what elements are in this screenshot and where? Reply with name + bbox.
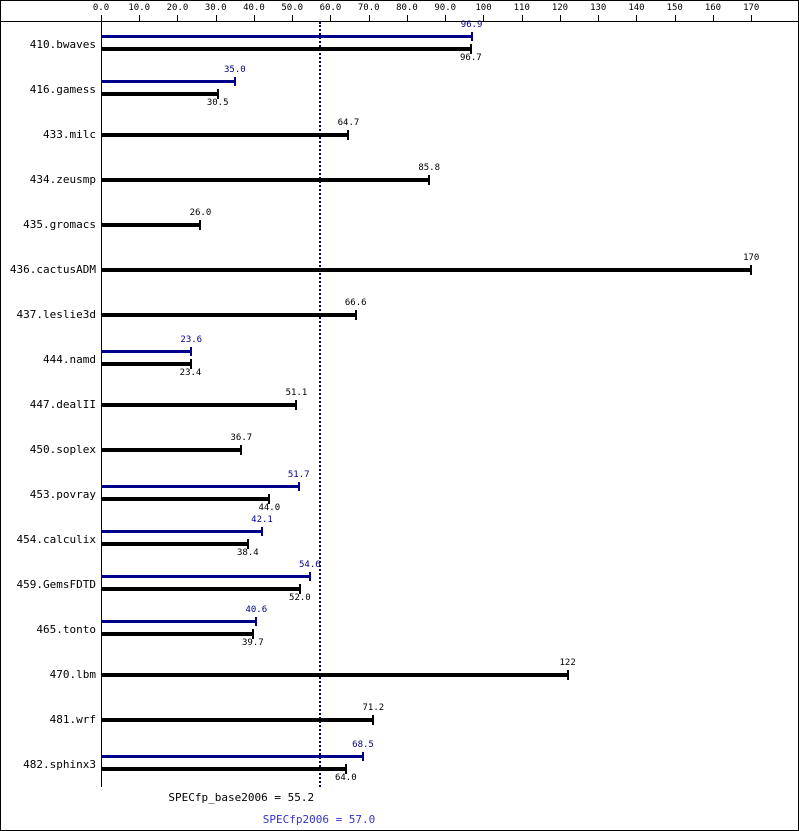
peak-bar	[101, 485, 299, 488]
peak-bar-cap	[309, 572, 311, 581]
x-axis-tick-label: 90.0	[434, 3, 457, 13]
base-value-label: 170	[743, 252, 760, 263]
benchmark-label: 447.dealII	[29, 397, 96, 411]
benchmark-label: 465.tonto	[36, 622, 96, 636]
chart-row	[1, 427, 799, 472]
chart-row	[1, 604, 799, 652]
peak-bar	[101, 350, 191, 353]
chart-row	[1, 652, 799, 697]
benchmark-label: 435.gromacs	[23, 217, 96, 231]
x-axis-tick-label: 100	[475, 3, 492, 13]
peak-value-label: 51.7	[287, 469, 310, 480]
benchmark-label: 436.cactusADM	[9, 262, 96, 276]
chart-row	[1, 697, 799, 742]
benchmark-label: 410.bwaves	[29, 37, 96, 51]
base-bar	[101, 362, 191, 366]
base-value-label: 30.5	[206, 97, 229, 108]
base-bar	[101, 313, 356, 317]
base-value-label: 39.7	[242, 637, 264, 648]
benchmark-label: 482.sphinx3	[23, 757, 96, 771]
benchmark-label: 453.povray	[29, 487, 96, 501]
base-value-label: 38.4	[237, 547, 259, 558]
base-value-label: 85.8	[418, 162, 441, 173]
peak-bar-cap	[362, 752, 364, 761]
peak-bar	[101, 35, 472, 38]
base-bar	[101, 47, 471, 51]
benchmark-label: 454.calculix	[16, 532, 96, 546]
chart-row	[1, 112, 799, 157]
base-value-label: 64.0	[334, 772, 357, 783]
x-axis-tick-label: 40.0	[243, 3, 265, 13]
chart-row	[1, 202, 799, 247]
x-axis-tick-label: 130	[590, 3, 607, 13]
peak-bar-cap	[298, 482, 300, 491]
base-bar	[101, 542, 248, 546]
chart-row	[1, 334, 799, 382]
x-axis-tick-label: 10.0	[128, 3, 151, 13]
x-axis-tick-label: 50.0	[281, 3, 304, 13]
base-bar-cap	[240, 445, 242, 455]
base-value-label: 64.7	[337, 117, 360, 128]
base-bar	[101, 673, 568, 677]
peak-bar	[101, 755, 363, 758]
base-bar	[101, 718, 373, 722]
base-bar	[101, 268, 751, 272]
chart-row	[1, 469, 799, 517]
base-bar	[101, 497, 269, 501]
benchmark-label: 416.gamess	[29, 82, 96, 96]
base-value-label: 96.7	[460, 52, 482, 63]
base-value-label: 66.6	[344, 297, 367, 308]
x-axis-tick-label: 80.0	[396, 3, 418, 13]
base-bar	[101, 133, 348, 137]
chart-footer	[1, 787, 799, 831]
base-value-label: 36.7	[230, 432, 253, 443]
peak-value-label: 96.9	[460, 19, 483, 30]
benchmark-label: 433.milc	[43, 127, 96, 141]
peak-bar-cap	[234, 77, 236, 86]
chart-row	[1, 292, 799, 337]
peak-bar-cap	[190, 347, 192, 356]
peak-summary-label: SPECfp2006 = 57.0	[262, 813, 376, 826]
base-value-label: 71.2	[362, 702, 385, 713]
x-axis-tick-label: 120	[551, 3, 569, 13]
x-axis-tick-label: 170	[743, 3, 760, 13]
base-bar	[101, 632, 253, 636]
base-bar-cap	[428, 175, 430, 185]
base-bar-cap	[199, 220, 201, 230]
peak-value-label: 40.6	[245, 604, 268, 615]
base-bar-cap	[347, 130, 349, 140]
peak-bar	[101, 80, 235, 83]
chart-row	[1, 514, 799, 562]
peak-value-label: 23.6	[180, 334, 203, 345]
chart-row	[1, 157, 799, 202]
base-bar-cap	[567, 670, 569, 680]
benchmark-label: 450.soplex	[29, 442, 96, 456]
peak-bar-cap	[255, 617, 257, 626]
benchmark-label: 470.lbm	[49, 667, 96, 681]
x-axis-tick-label: 70.0	[357, 3, 380, 13]
plot-area	[1, 19, 799, 787]
base-bar-cap	[372, 715, 374, 725]
base-bar	[101, 403, 296, 407]
peak-bar	[101, 575, 310, 578]
benchmark-label: 437.leslie3d	[16, 307, 96, 321]
base-bar	[101, 178, 429, 182]
base-bar-cap	[750, 265, 752, 275]
base-value-label: 26.0	[189, 207, 212, 218]
base-value-label: 122	[559, 657, 576, 668]
benchmark-label: 459.GemsFDTD	[16, 577, 96, 591]
base-value-label: 51.1	[285, 387, 308, 398]
base-bar	[101, 223, 200, 227]
base-bar	[101, 587, 300, 591]
x-axis-tick-label: 20.0	[166, 3, 189, 13]
base-value-label: 23.4	[179, 367, 202, 378]
peak-bar-cap	[471, 32, 473, 41]
peak-value-label: 42.1	[251, 514, 273, 525]
chart-row	[1, 19, 799, 67]
peak-value-label: 54.6	[298, 559, 321, 570]
x-axis-tick-label: 110	[513, 3, 530, 13]
base-value-label: 44.0	[258, 502, 281, 513]
base-bar	[101, 92, 218, 96]
x-axis-tick-label: 60.0	[319, 3, 342, 13]
x-axis-tick-label: 0.0	[92, 3, 110, 13]
peak-bar	[101, 620, 256, 623]
base-summary-label: SPECfp_base2006 = 55.2	[168, 791, 315, 804]
benchmark-label: 434.zeusmp	[29, 172, 96, 186]
chart-row	[1, 382, 799, 427]
chart-row	[1, 64, 799, 112]
x-axis-tick-label: 150	[666, 3, 683, 13]
benchmark-label: 444.namd	[43, 352, 96, 366]
base-bar	[101, 448, 241, 452]
x-axis-tick-label: 30.0	[204, 3, 227, 13]
chart-row	[1, 247, 799, 292]
peak-bar-cap	[261, 527, 263, 536]
base-bar-cap	[295, 400, 297, 410]
base-bar	[101, 767, 346, 771]
x-axis	[1, 1, 799, 21]
base-bar-cap	[355, 310, 357, 320]
chart-row	[1, 739, 799, 787]
peak-value-label: 35.0	[224, 64, 246, 75]
benchmark-label: 481.wrf	[49, 712, 96, 726]
base-value-label: 52.0	[289, 592, 311, 603]
chart-row	[1, 559, 799, 607]
peak-bar	[101, 530, 262, 533]
x-axis-tick-label: 140	[628, 3, 645, 13]
peak-value-label: 68.5	[352, 739, 374, 750]
x-axis-tick-label: 160	[704, 3, 722, 13]
